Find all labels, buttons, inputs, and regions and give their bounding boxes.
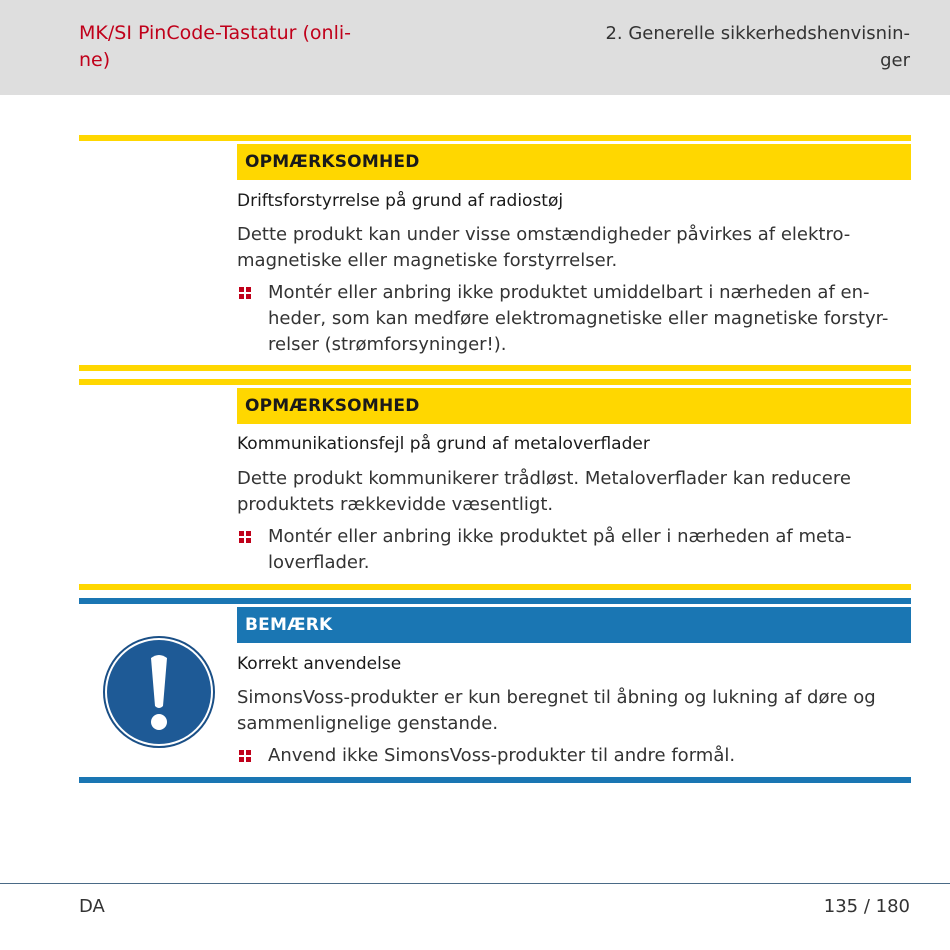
- caution-top-bar: [79, 379, 911, 385]
- caution-text: Dette produkt kan under visse omstændigheder påvirkes af elektro- magnetiske eller magnetiske forstyrrelser.: [237, 224, 851, 271]
- caution-subtitle: Driftsforstyrrelse på grund af radiostøj: [237, 191, 564, 211]
- caution-bullet-text: Montér eller anbring ikke produktet på eller i nærheden af meta- loverflader.: [268, 526, 852, 573]
- footer-divider: [0, 883, 950, 884]
- caution-text: Dette produkt kommunikerer trådløst. Metaloverflader kan reducere produktets rækkevidde væsentligt.: [237, 468, 851, 515]
- notice-bullet: [237, 743, 911, 769]
- caution-notice-radio: [79, 135, 911, 380]
- bullet-squares-icon: [239, 531, 252, 544]
- bullet-squares-icon: [239, 750, 252, 763]
- mandatory-exclamation-icon: [103, 636, 215, 748]
- caution-bottom-bar: [79, 365, 911, 371]
- notice-text: SimonsVoss-produkter er kun beregnet til åbning og lukning af døre og sammenlignelige genstande.: [237, 687, 876, 734]
- caution-top-bar: [79, 135, 911, 141]
- caution-bullet: [237, 280, 911, 358]
- document-title: MK/SI PinCode-Tastatur (onli- ne): [79, 22, 352, 71]
- footer-page-number: 135 / 180: [823, 896, 910, 917]
- bullet-squares-icon: [239, 287, 252, 300]
- chapter-title: 2. Generelle sikkerhedshenvisnin- ger: [605, 23, 910, 71]
- page-header: [0, 0, 950, 95]
- notice-subtitle: Korrekt anvendelse: [237, 654, 402, 674]
- caution-title: OPMÆRKSOMHED: [237, 144, 911, 180]
- caution-title: OPMÆRKSOMHED: [237, 388, 911, 424]
- caution-subtitle: Kommunikationsfejl på grund af metaloverflader: [237, 434, 650, 454]
- caution-notice-metal: [79, 379, 911, 594]
- caution-bullet: [237, 524, 911, 576]
- notice-top-bar: [79, 598, 911, 604]
- notice-correct-use: [79, 598, 911, 788]
- caution-bullet-text: Montér eller anbring ikke produktet umiddelbart i nærheden af en- heder, som kan medføre elektromagnetiske eller magnetiske forstyr- relser (strømforsyninger!).: [268, 282, 889, 355]
- notice-title: BEMÆRK: [237, 607, 911, 643]
- notice-bullet-text: Anvend ikke SimonsVoss-produkter til andre formål.: [268, 745, 736, 766]
- caution-bottom-bar: [79, 584, 911, 590]
- footer-language: DA: [79, 896, 105, 917]
- notice-bottom-bar: [79, 777, 911, 783]
